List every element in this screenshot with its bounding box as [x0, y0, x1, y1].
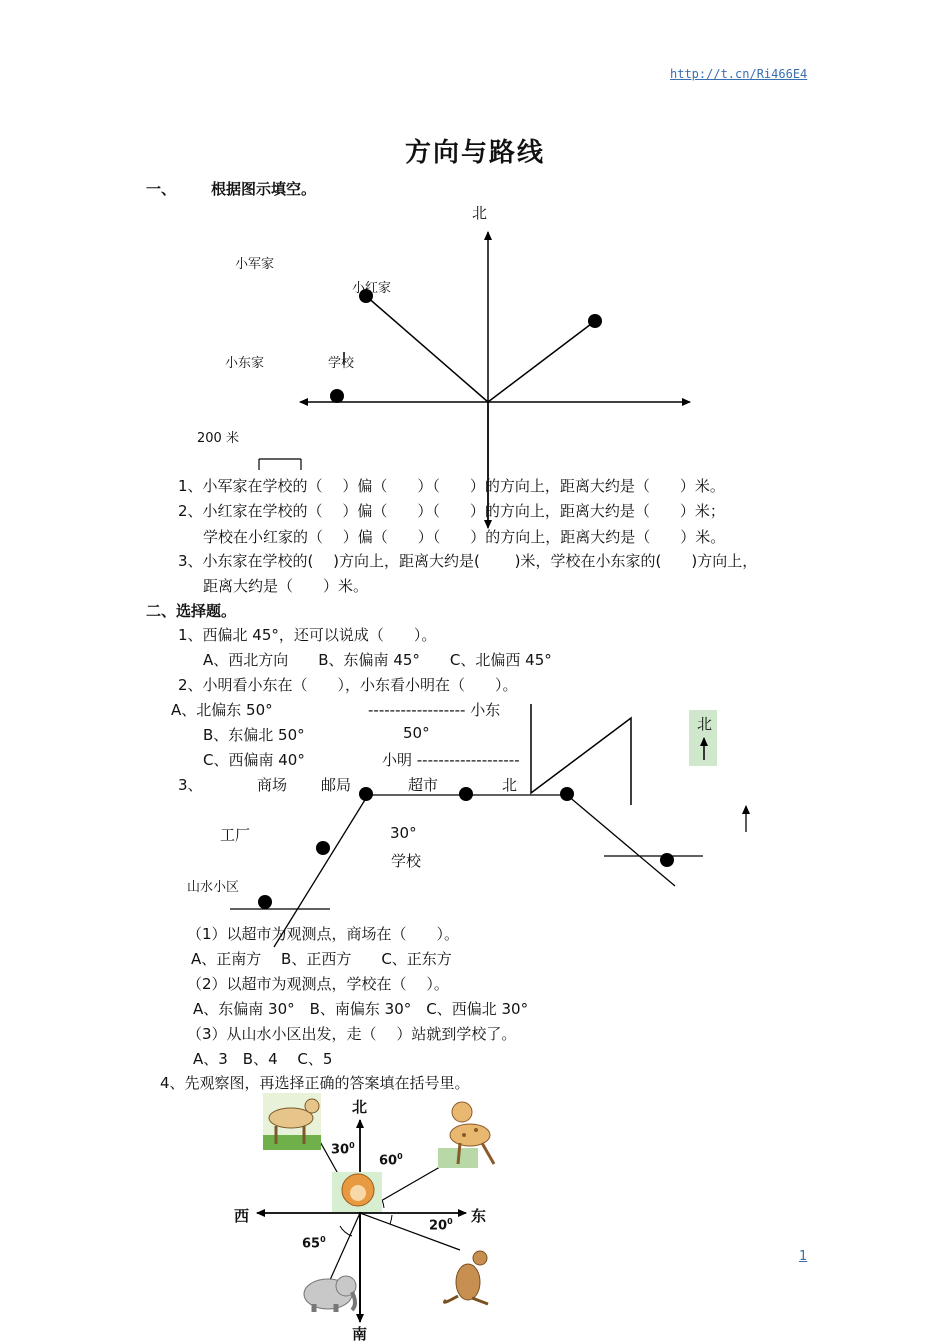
route-stops: [258, 787, 674, 909]
s2-question-3-number: 3、: [178, 776, 203, 794]
s2-q2-option-b: B、东偏北 50°: [203, 726, 305, 744]
scale-bar: [259, 459, 301, 470]
page-title: 方向与路线: [404, 138, 545, 168]
q2-diagram-bottom: 小明 -------------------: [382, 751, 520, 769]
page-number: 1: [799, 1249, 808, 1264]
q4-east-label: 东: [471, 1207, 487, 1225]
kangaroo-icon: [445, 1251, 489, 1304]
q4-angle-60: $60^0$: [379, 1152, 403, 1169]
s1-question-1: 1、小军家在学校的（ ）偏（ ）（ ）的方向上，距离大约是（ ）米。: [178, 477, 725, 495]
section1-number: 一、: [146, 180, 177, 198]
deer-icon: [438, 1102, 494, 1168]
q4-angle-20: $20^0$: [429, 1217, 453, 1234]
s1-question-3b: 距离大约是（ ）米。: [203, 577, 369, 595]
supermarket-label: 超市: [408, 776, 439, 794]
q4-west-label: 西: [234, 1207, 250, 1225]
s2-q1-options: A、西北方向 B、东偏南 45° C、北偏西 45°: [203, 651, 552, 669]
section2-heading: 二、选择题。: [146, 602, 237, 620]
s2-q3-sub-3-options: A、3 B、4 C、5: [193, 1050, 333, 1068]
q2-diagram-angle: 50°: [403, 724, 430, 742]
q4-north-label: 北: [352, 1098, 368, 1116]
s2-q3-sub-2-options: A、东偏南 30° B、南偏东 30° C、西偏北 30°: [193, 1000, 529, 1018]
elephant-icon: [304, 1276, 356, 1312]
north-box-label: 北: [697, 715, 713, 733]
route-school-label: 学校: [391, 852, 422, 870]
s2-question-2: 2、小明看小东在（ ），小东看小明在（ ）。: [178, 676, 518, 694]
s2-question-1: 1、西偏北 45°，还可以说成（ ）。: [178, 626, 437, 644]
s1-question-2a: 2、小红家在学校的（ ）偏（ ）（ ）的方向上，距离大约是（ ）米；: [178, 502, 725, 520]
s2-q3-sub-2: （2）以超市为观测点，学校在（ ）。: [187, 975, 449, 993]
q4-angle-30: $30^0$: [331, 1141, 355, 1158]
monkey-icon: [332, 1172, 382, 1212]
mall-label: 商场: [257, 776, 288, 794]
s2-q3-sub-1-options: A、正南方 B、正西方 C、正东方: [191, 950, 452, 968]
xiaohong-label: 小红家: [352, 281, 392, 296]
scale-label: 200 米: [197, 431, 239, 446]
s1-question-2b: 学校在小红家的（ ）偏（ ）（ ）的方向上，距离大约是（ ）米。: [203, 528, 726, 546]
s2-q2-option-c: C、西偏南 40°: [203, 751, 305, 769]
q2-diagram-top: ------------------ 小东: [368, 701, 501, 719]
s2-q3-sub-1: （1）以超市为观测点，商场在（ ）。: [187, 925, 460, 943]
diagram-north-label: 北: [472, 204, 488, 222]
xiaodong-label: 小东家: [225, 356, 265, 371]
xiaojun-label: 小军家: [235, 257, 275, 272]
q4-angle-65: $65^0$: [302, 1235, 326, 1252]
s2-q3-sub-3: （3）从山水小区出发，走（ ）站就到学校了。: [187, 1025, 517, 1043]
goat-icon: [263, 1093, 321, 1150]
shanshui-label: 山水小区: [187, 880, 240, 895]
q4-south-label: 南: [352, 1325, 368, 1343]
s1-question-3a: 3、小东家在学校的( )方向上，距离大约是( )米，学校在小东家的( )方向上，: [178, 552, 758, 570]
factory-label: 工厂: [220, 826, 251, 844]
route-angle-label: 30°: [390, 824, 417, 842]
s2-question-4: 4、先观察图，再选择正确的答案填在括号里。: [160, 1074, 470, 1092]
q2-angle-diagram: [531, 704, 631, 805]
s2-q2-option-a: A、北偏东 50°: [171, 701, 273, 719]
post-office-label: 邮局: [321, 776, 352, 794]
section1-heading: 根据图示填空。: [211, 180, 317, 198]
header-link[interactable]: http://t.cn/Ri466E4: [670, 67, 808, 81]
route-north-label: 北: [502, 776, 518, 794]
school-label: 学校: [328, 356, 355, 371]
